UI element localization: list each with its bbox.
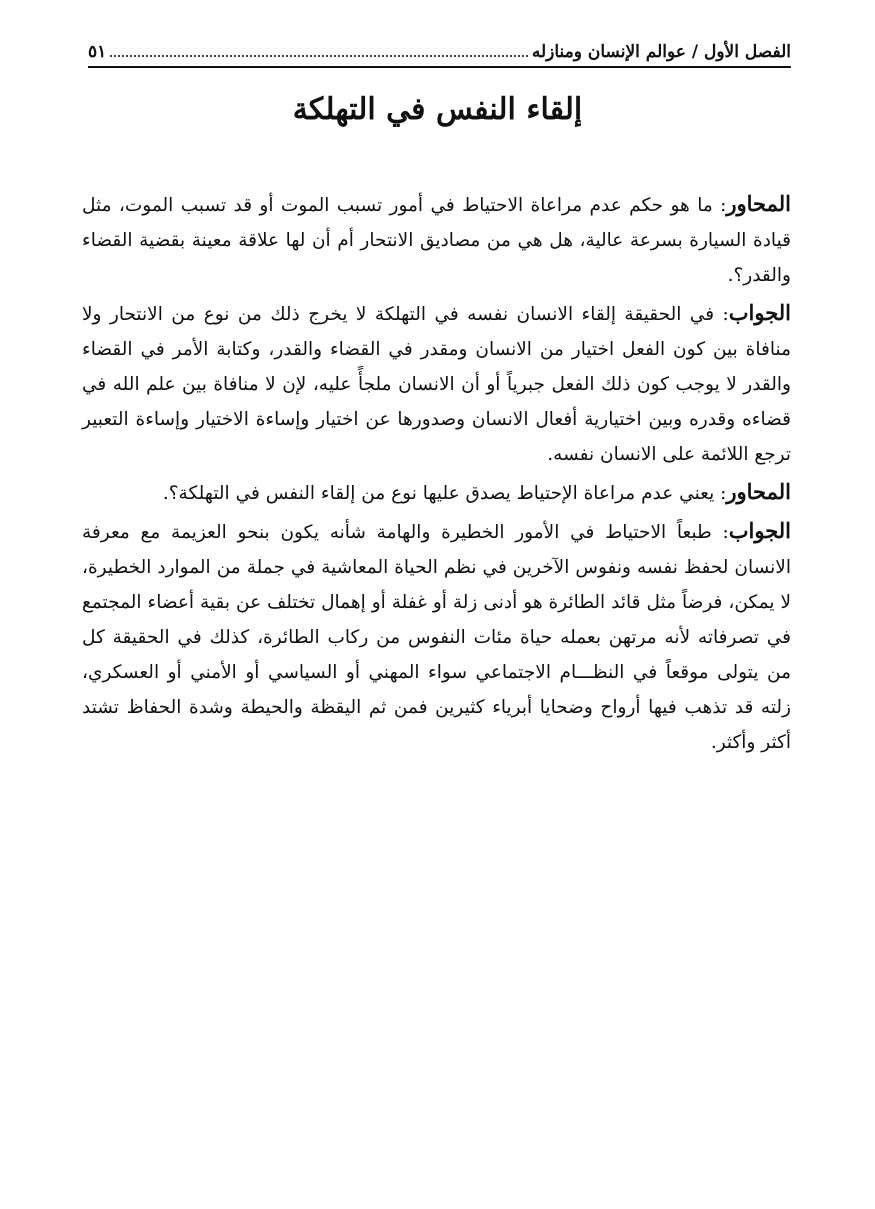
speaker-label: المحاور	[726, 479, 791, 504]
dialogue-paragraph	[82, 186, 791, 293]
body-text	[82, 186, 791, 762]
page-number: ٥١	[88, 42, 107, 62]
paragraph-text: : يعني عدم مراعاة الإحتياط يصدق عليها نوع من إلقاء النفس في التهلكة؟.	[162, 483, 727, 504]
dialogue-paragraph	[82, 295, 791, 472]
speaker-label: الجواب	[728, 300, 791, 325]
paragraph-text: : طبعاً الاحتياط في الأمور الخطيرة والهامة شأنه يكون بنحو العزيمة مع معرفة الانسان لحفظ نفسه ونفوس الآخرين في نظم الحياة المعاشية في جملة من الموارد الخطيرة، لا يمكن، فرضاً مثل قائد الطائرة هو أدنى زلة أو غفلة أو إهمال تختلف عن بقية أعضاء المجتمع في تصرفاته لأنه مرتهن بعمله حياة مئات النفوس من ركاب الطائرة، كذلك في الحقيقة كل من يتولى موقعاً في النظـــام الاجتماعي سواء المهني أو السياسي أو الأمني أو العسكري، زلته قد تذهب فيها أرواح وضحايا أبرياء كثيرين فمن ثم اليقظة والحيطة وشدة الحفاظ تشتد أكثر وأكثر.	[82, 522, 791, 753]
chapter-title: الفصل الأول / عوالم الإنسان ومنازله	[531, 42, 791, 62]
running-header	[88, 30, 791, 68]
dotted-leader	[110, 55, 528, 57]
dialogue-paragraph	[82, 474, 791, 511]
speaker-label: المحاور	[726, 191, 791, 216]
dialogue-paragraph	[82, 513, 791, 760]
paragraph-text: : في الحقيقة إلقاء الانسان نفسه في التهلكة لا يخرج ذلك من نوع من الانتحار ولا منافاة بين كون الفعل اختيار من الانسان ومقدر في القضاء والقدر، وكتابة الأمر في القضاء والقدر لا يوجب كون ذلك الفعل جبرياً أو أن الانسان ملجأً عليه، لإن لا منافاة بين علم الله في قضاءه وقدره وبين اختيارية أفعال الانسان وصدورها عن اختيار وإساءة الاختيار وإساءة التعبير ترجع اللائمة على الانسان نفسه.	[82, 304, 791, 465]
section-title: إلقاء النفس في التهلكة	[292, 92, 583, 127]
paragraph-text: : ما هو حكم عدم مراعاة الاحتياط في أمور تسبب الموت أو قد تسبب الموت، مثل قيادة السيارة بسرعة عالية، هل هي من مصاديق الانتحار أم أن لها علاقة معينة بقضية القضاء والقدر؟.	[82, 195, 791, 286]
speaker-label: الجواب	[728, 518, 791, 543]
